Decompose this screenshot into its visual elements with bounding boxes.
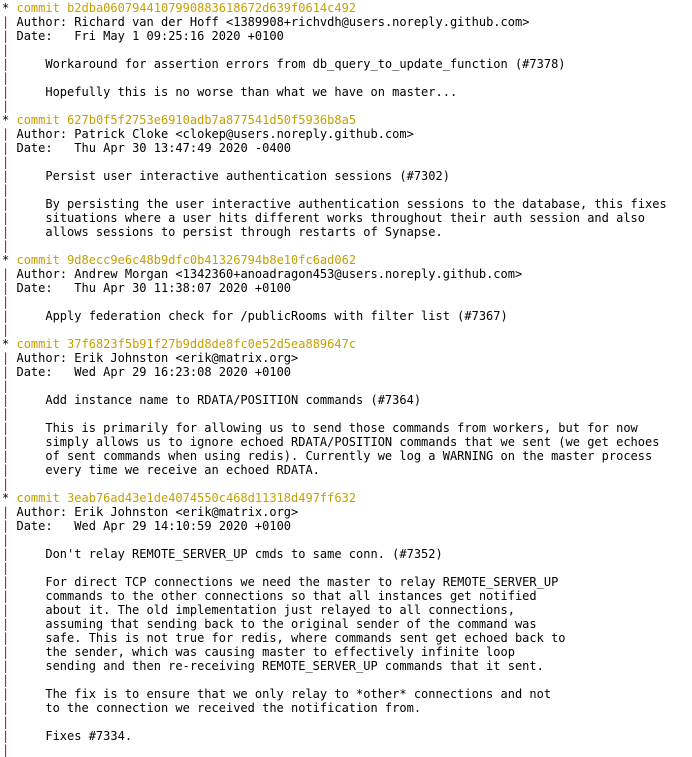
message-line	[2, 57, 692, 71]
graph-line	[2, 183, 692, 197]
graph-star: *	[2, 113, 10, 127]
graph-star: *	[2, 1, 10, 15]
message-text: Persist user interactive authentication sessions (#7302)	[45, 169, 450, 183]
graph-line	[2, 533, 692, 547]
graph-pipe: |	[2, 365, 10, 379]
graph-pipe: |	[2, 225, 10, 239]
message-line	[2, 645, 692, 659]
graph-pipe: |	[2, 575, 10, 589]
commit-keyword: commit	[16, 253, 60, 267]
graph-pipe: |	[2, 589, 10, 603]
author-value: Patrick Cloke <clokep@users.noreply.github.com>	[74, 127, 414, 141]
graph-pipe: |	[2, 533, 10, 547]
graph-pipe: |	[2, 645, 10, 659]
author-label: Author:	[16, 267, 68, 281]
message-text: Fixes #7334.	[45, 729, 133, 743]
author-label: Author:	[16, 505, 68, 519]
graph-line	[2, 477, 692, 491]
message-line	[2, 589, 692, 603]
graph-pipe: |	[2, 673, 10, 687]
graph-pipe: |	[2, 351, 10, 365]
graph-pipe: |	[2, 29, 10, 43]
graph-line	[2, 71, 692, 85]
message-text: sending and then re-receiving REMOTE_SERVER_UP commands that it sent.	[45, 659, 544, 673]
message-line	[2, 309, 692, 323]
author-label: Author:	[16, 127, 68, 141]
author-label: Author:	[16, 351, 68, 365]
graph-star: *	[2, 491, 10, 505]
author-value: Erik Johnston <erik@matrix.org>	[74, 351, 299, 365]
commit-keyword: commit	[16, 1, 60, 15]
graph-pipe: |	[2, 449, 10, 463]
graph-pipe: |	[2, 561, 10, 575]
message-line	[2, 701, 692, 715]
graph-pipe: |	[2, 701, 10, 715]
author-line	[2, 15, 692, 29]
date-line	[2, 281, 692, 295]
message-line	[2, 687, 692, 701]
message-text: every time we receive an echoed RDATA.	[45, 463, 320, 477]
commit-hash: 3eab76ad43e1de4074550c468d11318d497ff632	[67, 491, 357, 505]
commit-line	[2, 491, 692, 505]
graph-pipe: |	[2, 239, 10, 253]
graph-pipe: |	[2, 309, 10, 323]
message-text: simply allows us to ignore echoed RDATA/POSITION commands that we sent (we get echoes	[45, 435, 660, 449]
author-value: Andrew Morgan <1342360+anoadragon453@users.noreply.github.com>	[74, 267, 523, 281]
graph-pipe: |	[2, 729, 10, 743]
graph-star: *	[2, 337, 10, 351]
graph-pipe: |	[2, 323, 10, 337]
author-line	[2, 267, 692, 281]
commit-line	[2, 1, 692, 15]
message-text: commands to the other connections so that all instances get notified	[45, 589, 537, 603]
graph-star: *	[2, 253, 10, 267]
graph-pipe: |	[2, 715, 10, 729]
date-label: Date:	[16, 29, 53, 43]
date-line	[2, 29, 692, 43]
date-label: Date:	[16, 141, 53, 155]
message-text: to the connection we received the notification from.	[45, 701, 422, 715]
graph-pipe: |	[2, 197, 10, 211]
message-line	[2, 547, 692, 561]
graph-pipe: |	[2, 281, 10, 295]
commit-line	[2, 253, 692, 267]
graph-pipe: |	[2, 141, 10, 155]
commit-keyword: commit	[16, 491, 60, 505]
commit-hash: 37f6823f5b91f27b9dd8de8fc0e52d5ea889647c	[67, 337, 357, 351]
author-value: Richard van der Hoff <1389908+richvdh@users.noreply.github.com>	[74, 15, 530, 29]
graph-line	[2, 673, 692, 687]
message-line	[2, 393, 692, 407]
graph-pipe: |	[2, 211, 10, 225]
graph-pipe: |	[2, 617, 10, 631]
message-text: situations where a user hits different works throughout their auth session and also	[45, 211, 646, 225]
graph-line	[2, 99, 692, 113]
graph-pipe: |	[2, 71, 10, 85]
graph-pipe: |	[2, 505, 10, 519]
date-value: Thu Apr 30 13:47:49 2020 -0400	[74, 141, 292, 155]
message-text: the sender, which was causing master to effectively infinite loop	[45, 645, 515, 659]
message-line	[2, 169, 692, 183]
commit-hash: 9d8ecc9e6c48b9dfc0b41326794b8e10fc6ad062	[67, 253, 357, 267]
message-line	[2, 617, 692, 631]
message-text: For direct TCP connections we need the master to relay REMOTE_SERVER_UP	[45, 575, 559, 589]
message-line	[2, 225, 692, 239]
graph-pipe: |	[2, 519, 10, 533]
graph-pipe: |	[2, 659, 10, 673]
graph-pipe: |	[2, 631, 10, 645]
graph-pipe: |	[2, 57, 10, 71]
commit-keyword: commit	[16, 113, 60, 127]
message-text: Add instance name to RDATA/POSITION commands (#7364)	[45, 393, 422, 407]
graph-pipe: |	[2, 127, 10, 141]
graph-pipe: |	[2, 407, 10, 421]
graph-pipe: |	[2, 169, 10, 183]
date-value: Wed Apr 29 16:23:08 2020 +0100	[74, 365, 292, 379]
graph-line	[2, 295, 692, 309]
graph-line	[2, 407, 692, 421]
message-text: The fix is to ensure that we only relay to *other* connections and not	[45, 687, 552, 701]
graph-pipe: |	[2, 99, 10, 113]
graph-pipe: |	[2, 85, 10, 99]
graph-line	[2, 743, 692, 757]
message-line	[2, 435, 692, 449]
graph-pipe: |	[2, 155, 10, 169]
message-text: By persisting the user interactive authentication sessions to the database, this fixes	[45, 197, 667, 211]
message-line	[2, 463, 692, 477]
message-text: Hopefully this is no worse than what we have on master...	[45, 85, 458, 99]
commit-line	[2, 337, 692, 351]
commit-hash: 627b0f5f2753e6910adb7a877541d50f5936b8a5	[67, 113, 357, 127]
graph-pipe: |	[2, 267, 10, 281]
commit-keyword: commit	[16, 337, 60, 351]
graph-pipe: |	[2, 743, 10, 757]
graph-pipe: |	[2, 547, 10, 561]
message-line	[2, 659, 692, 673]
message-text: assuming that sending back to the original sender of the command was	[45, 617, 537, 631]
message-line	[2, 575, 692, 589]
graph-pipe: |	[2, 435, 10, 449]
date-line	[2, 141, 692, 155]
message-text: Apply federation check for /publicRooms with filter list (#7367)	[45, 309, 508, 323]
date-line	[2, 519, 692, 533]
message-text: Don't relay REMOTE_SERVER_UP cmds to same conn. (#7352)	[45, 547, 443, 561]
date-line	[2, 365, 692, 379]
graph-line	[2, 715, 692, 729]
message-text: allows sessions to persist through restarts of Synapse.	[45, 225, 443, 239]
date-label: Date:	[16, 365, 53, 379]
graph-pipe: |	[2, 421, 10, 435]
graph-pipe: |	[2, 183, 10, 197]
graph-pipe: |	[2, 43, 10, 57]
graph-pipe: |	[2, 15, 10, 29]
graph-pipe: |	[2, 603, 10, 617]
message-line	[2, 197, 692, 211]
message-line	[2, 421, 692, 435]
author-line	[2, 351, 692, 365]
graph-pipe: |	[2, 379, 10, 393]
date-label: Date:	[16, 519, 53, 533]
graph-pipe: |	[2, 687, 10, 701]
message-line	[2, 85, 692, 99]
date-value: Wed Apr 29 14:10:59 2020 +0100	[74, 519, 292, 533]
graph-line	[2, 379, 692, 393]
graph-pipe: |	[2, 463, 10, 477]
message-text: about it. The old implementation just relayed to all connections,	[45, 603, 515, 617]
message-line	[2, 631, 692, 645]
message-text: of sent commands when using redis). Currently we log a WARNING on the master process	[45, 449, 653, 463]
graph-pipe: |	[2, 393, 10, 407]
message-text: safe. This is not true for redis, where commands sent get echoed back to	[45, 631, 566, 645]
author-line	[2, 505, 692, 519]
message-line	[2, 211, 692, 225]
date-value: Fri May 1 09:25:16 2020 +0100	[74, 29, 284, 43]
graph-line	[2, 239, 692, 253]
date-value: Thu Apr 30 11:38:07 2020 +0100	[74, 281, 292, 295]
message-text: This is primarily for allowing us to send those commands from workers, but for now	[45, 421, 638, 435]
message-line	[2, 449, 692, 463]
author-label: Author:	[16, 15, 68, 29]
author-line	[2, 127, 692, 141]
graph-line	[2, 155, 692, 169]
message-line	[2, 603, 692, 617]
message-line	[2, 729, 692, 743]
graph-pipe: |	[2, 477, 10, 491]
graph-line	[2, 323, 692, 337]
message-text: Workaround for assertion errors from db_query_to_update_function (#7378)	[45, 57, 566, 71]
graph-line	[2, 43, 692, 57]
date-label: Date:	[16, 281, 53, 295]
commit-line	[2, 113, 692, 127]
commit-hash: b2dba0607944107990883618672d639f0614c492	[67, 1, 357, 15]
graph-line	[2, 561, 692, 575]
graph-pipe: |	[2, 295, 10, 309]
author-value: Erik Johnston <erik@matrix.org>	[74, 505, 299, 519]
